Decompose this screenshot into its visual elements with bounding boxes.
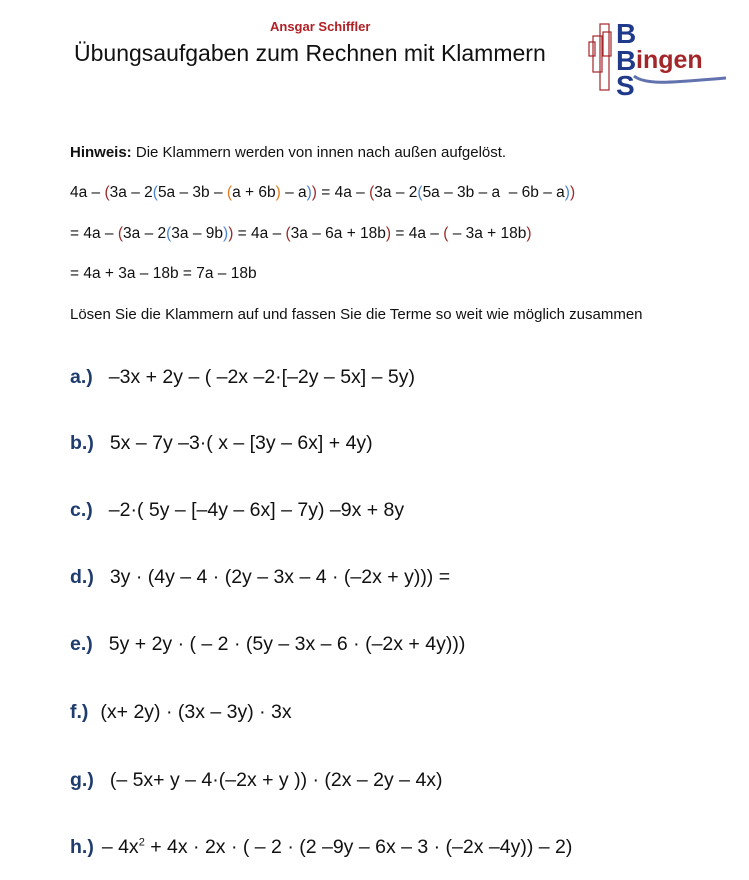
colored-parenthesis: ) xyxy=(306,184,312,201)
colored-parenthesis: ( xyxy=(152,184,158,201)
equation-segment: – 3a + 18b xyxy=(448,225,527,242)
task-expression: (– 5x+ y – 4·(–2x + y )) · (2x – 2y – 4x) xyxy=(109,769,443,791)
colored-parenthesis: ) xyxy=(564,184,570,201)
task-expression: 3y · (4y – 4 · (2y – 3x – 4 · (–2x + y))) = xyxy=(109,566,451,588)
colored-parenthesis: ( xyxy=(417,184,423,201)
building-icon xyxy=(589,24,611,90)
colored-parenthesis: ( xyxy=(443,225,449,242)
task-e xyxy=(70,633,465,656)
equation-segment: a + 6b xyxy=(232,184,276,201)
task-label: g.) xyxy=(70,769,94,791)
equation-segment: = 4a – xyxy=(70,225,118,242)
example-line-2 xyxy=(70,225,532,243)
page-title: Übungsaufgaben zum Rechnen mit Klammern xyxy=(74,40,546,66)
equation-segment: 3a – 6a + 18b xyxy=(290,225,386,242)
equation-segment: 5a – 3b – a – 6b – a xyxy=(422,184,565,201)
task-c xyxy=(70,499,404,522)
task-label: a.) xyxy=(70,366,93,388)
example-line-3: = 4a + 3a – 18b = 7a – 18b xyxy=(70,265,257,282)
logo-swoosh xyxy=(634,76,726,82)
colored-parenthesis: ( xyxy=(104,184,110,201)
task-label: c.) xyxy=(70,499,93,521)
equation-segment: 3a – 2 xyxy=(109,184,153,201)
colored-parenthesis: ( xyxy=(226,184,233,201)
colored-parenthesis: ) xyxy=(569,184,576,201)
task-label: d.) xyxy=(70,566,94,588)
hint-text: Die Klammern werden von innen nach außen aufgelöst. xyxy=(135,144,507,161)
equation-segment: = 4a – xyxy=(233,225,286,242)
equation-segment: 3a – 2 xyxy=(123,225,167,242)
task-b xyxy=(70,432,373,455)
school-logo xyxy=(586,16,736,96)
task-expression: (x+ 2y) · (3x – 3y) · 3x xyxy=(100,701,292,723)
equation-segment: 5a – 3b – xyxy=(157,184,227,201)
hint xyxy=(70,144,506,161)
colored-parenthesis: ) xyxy=(526,225,532,242)
logo-word: ingen xyxy=(636,46,703,74)
author-name: Ansgar Schiffler xyxy=(270,19,371,34)
task-g xyxy=(70,769,443,792)
equation-segment: 4a – xyxy=(70,184,105,201)
colored-parenthesis: ) xyxy=(275,184,281,201)
equation-segment: = 4a – xyxy=(316,184,370,201)
task-expression: –2·( 5y – [–4y – 6x] – 7y) –9x + 8y xyxy=(108,499,405,521)
task-label: e.) xyxy=(70,633,93,655)
colored-parenthesis: ) xyxy=(385,225,392,242)
logo-letter-b2: B xyxy=(616,45,637,76)
task-h xyxy=(70,836,572,859)
equation-segment: = 4a – xyxy=(391,225,444,242)
logo-graphic xyxy=(586,16,736,96)
colored-parenthesis: ( xyxy=(117,225,124,242)
task-d xyxy=(70,566,450,589)
task-expression xyxy=(102,836,573,859)
equation-segment: 3a – 9b xyxy=(171,225,224,242)
colored-parenthesis: ( xyxy=(166,225,172,242)
task-expression: –3x + 2y – ( –2x –2·[–2y – 5x] – 5y) xyxy=(108,366,415,388)
task-a xyxy=(70,366,415,389)
colored-parenthesis: ) xyxy=(223,225,229,242)
instruction-text: Lösen Sie die Klammern auf und fassen Sie die Terme so weit wie möglich zusammen xyxy=(70,306,643,323)
colored-parenthesis: ) xyxy=(228,225,234,242)
hint-label: Hinweis: xyxy=(70,144,132,161)
colored-parenthesis: ( xyxy=(369,184,375,201)
example-line-1 xyxy=(70,184,575,202)
logo-letter-s: S xyxy=(616,70,635,96)
task-label: h.) xyxy=(70,836,94,858)
logo-letter-b1: B xyxy=(616,18,637,49)
task-expression: 5x – 7y –3·( x – [3y – 6x] + 4y) xyxy=(109,432,373,454)
colored-parenthesis: ( xyxy=(285,225,291,242)
task-label: f.) xyxy=(70,701,89,723)
task-f xyxy=(70,701,292,724)
task-expression: 5y + 2y · ( – 2 · (5y – 3x – 6 · (–2x + 4y))) xyxy=(108,633,466,655)
exponent: 2 xyxy=(138,836,145,849)
colored-parenthesis: ) xyxy=(311,184,317,201)
expr-part: + 4x · 2x · ( – 2 · (2 –9y – 6x – 3 · (–2x –4y)) – 2) xyxy=(144,836,573,858)
equation-segment: 3a – 2 xyxy=(374,184,418,201)
expr-part: – 4x xyxy=(101,836,139,858)
task-label: b.) xyxy=(70,432,94,454)
equation-segment: – a xyxy=(280,184,307,201)
